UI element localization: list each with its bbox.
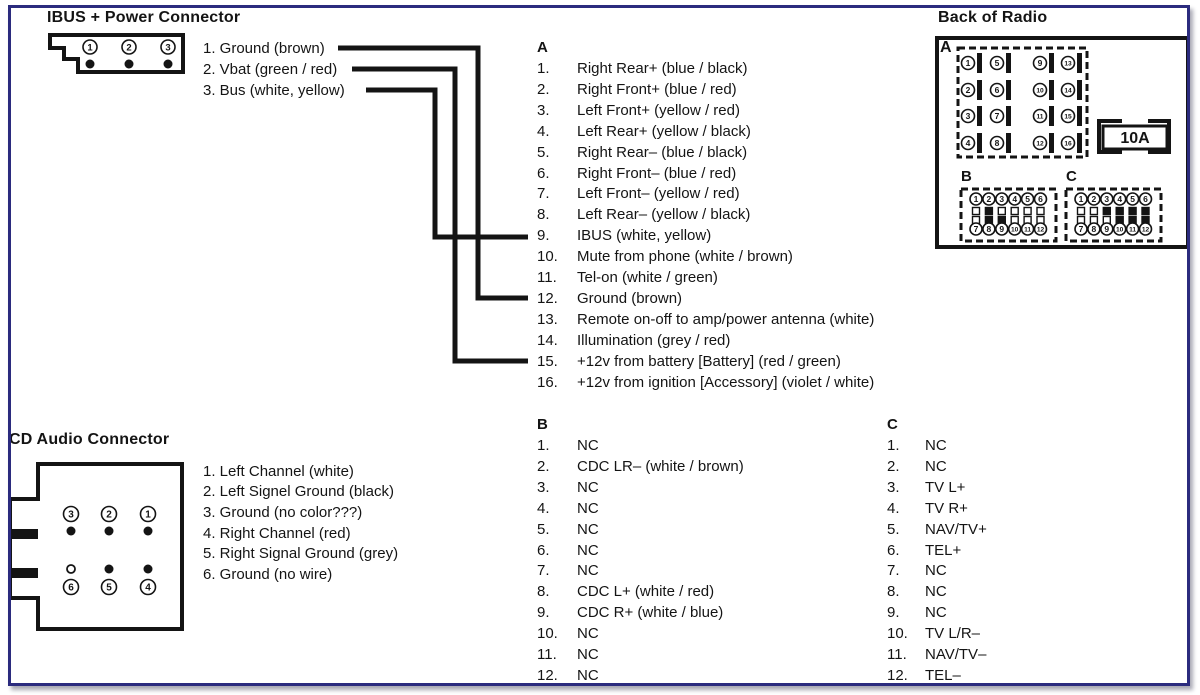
- pin-number: 3.: [537, 101, 550, 119]
- pin-circle-number: 5: [994, 58, 1000, 69]
- pin-number: 6.: [537, 164, 550, 182]
- pin-circle-number: 10: [1036, 87, 1044, 95]
- pin-row: [537, 58, 874, 79]
- pin-circle-number: 7: [994, 111, 1000, 122]
- pin-label: Remote on-off to amp/power antenna (white): [577, 311, 875, 329]
- pin-slot-empty: [973, 208, 980, 215]
- ibus-wire-label: [203, 80, 345, 101]
- pin-row: [537, 163, 874, 184]
- pin-slot-bar: [1077, 133, 1082, 153]
- cd-pin-label: [203, 565, 398, 586]
- pin-number: 11.: [887, 646, 907, 664]
- ibus-connector-outline: [50, 35, 183, 72]
- pin-circle-number: 15: [1064, 113, 1072, 121]
- pin-number: 15.: [537, 352, 558, 370]
- cd-connector-outline: [10, 464, 182, 629]
- pin-label: TV R+: [925, 499, 968, 517]
- pin-row: [887, 644, 987, 665]
- pin-slot-bar: [1077, 53, 1082, 73]
- pin-row: [537, 100, 874, 121]
- pin-circle-number: 5: [1130, 194, 1135, 205]
- pin-label: Left Rear– (yellow / black): [577, 206, 751, 224]
- radio-connector-b-letter: B: [961, 168, 972, 185]
- pin-label-text: 5. Right Signal Ground (grey): [203, 545, 399, 563]
- cd-connector-tab-upper: [10, 529, 38, 539]
- pin-label: Ground (brown): [577, 290, 683, 308]
- pin-slot-bar: [1049, 53, 1054, 73]
- pin-row: [537, 204, 874, 225]
- pin-number: 4.: [887, 499, 900, 517]
- pin-row: [887, 435, 987, 456]
- pin-dot: [125, 60, 134, 69]
- pin-slot-bar: [977, 106, 982, 126]
- pin-row: [887, 477, 987, 498]
- pin-label: NC: [925, 436, 947, 454]
- pin-slot-bar: [977, 80, 982, 100]
- pin-slot-bar: [1049, 133, 1054, 153]
- pin-number: 8.: [887, 583, 900, 601]
- pin-row: [537, 581, 744, 602]
- pin-circle-number: 3: [965, 111, 971, 122]
- pin-row: [537, 623, 744, 644]
- ibus-section-title: IBUS + Power Connector: [47, 9, 241, 26]
- pin-circle-number: 5: [106, 582, 112, 594]
- pin-row: [537, 561, 744, 582]
- pin-circle-number: 13: [1064, 60, 1072, 68]
- pin-row: [537, 121, 874, 142]
- pin-label-text: 3. Ground (no color???): [203, 503, 363, 521]
- pin-circle-number: 10: [1011, 226, 1019, 234]
- pin-number: 9.: [887, 604, 900, 622]
- pin-label-text: 2. Left Signel Ground (black): [203, 483, 394, 501]
- pin-row: [887, 540, 987, 561]
- pin-row: [887, 456, 987, 477]
- pin-slot-connected: [1142, 208, 1149, 215]
- pin-circle-number: 9: [999, 224, 1005, 235]
- pin-label: Right Front+ (blue / red): [577, 80, 737, 98]
- pin-number: 5.: [537, 143, 550, 161]
- pin-label: NC: [577, 562, 599, 580]
- pin-row: [537, 540, 744, 561]
- pin-circle-number: 4: [1117, 194, 1123, 205]
- pin-row: [537, 225, 874, 246]
- cd-section-title: CD Audio Connector: [9, 431, 170, 448]
- pin-number: 10.: [887, 625, 908, 643]
- pin-label: Left Rear+ (yellow / black): [577, 122, 751, 140]
- pin-number: 7.: [537, 185, 550, 203]
- pin-circle-number: 11: [1129, 226, 1137, 234]
- pin-circle-number: 11: [1024, 226, 1032, 234]
- pin-label: NC: [577, 625, 599, 643]
- pin-slot-bar: [1006, 106, 1011, 126]
- pin-row: [537, 309, 874, 330]
- pin-slot-empty: [1037, 208, 1044, 215]
- pin-label: NC: [577, 646, 599, 664]
- pin-label: TV L+: [925, 478, 966, 496]
- pin-circle-number: 7: [973, 224, 979, 235]
- pin-row: [887, 665, 987, 686]
- pin-label: NC: [577, 478, 599, 496]
- pin-row: [887, 498, 987, 519]
- pin-slot-empty: [1011, 208, 1018, 215]
- pin-slot-bar: [1049, 80, 1054, 100]
- pin-row: [887, 581, 987, 602]
- pin-circle-number: 3: [68, 509, 74, 521]
- pin-number: 12.: [537, 290, 558, 308]
- cd-pin-labels: [203, 462, 398, 586]
- pin-number: 7.: [887, 562, 900, 580]
- pin-label-text: 6. Ground (no wire): [203, 566, 333, 584]
- pin-row: [537, 372, 874, 393]
- pin-row: [537, 435, 744, 456]
- pin-circle-number: 1: [87, 42, 93, 54]
- pin-number: 5.: [887, 520, 900, 538]
- pin-number: 16.: [537, 373, 558, 391]
- pin-circle-number: 6: [1038, 194, 1043, 205]
- pin-slot-connected: [985, 208, 992, 215]
- pin-row: [537, 456, 744, 477]
- pin-label: CDC L+ (white / red): [577, 583, 715, 601]
- pin-dot: [144, 565, 153, 574]
- pin-circle-number: 8: [986, 224, 992, 235]
- pin-slot-bar: [1049, 106, 1054, 126]
- pin-number: 3.: [537, 478, 550, 496]
- pin-number: 12.: [537, 667, 558, 685]
- pin-label: +12v from battery [Battery] (red / green): [577, 352, 841, 370]
- pin-number: 5.: [537, 520, 550, 538]
- ibus-wire-label: [203, 38, 345, 59]
- pin-circle-number: 3: [999, 194, 1005, 205]
- pin-row: [887, 623, 987, 644]
- pin-slot-bar: [977, 133, 982, 153]
- pin-circle-number: 4: [1012, 194, 1018, 205]
- pin-label-text: 1. Left Channel (white): [203, 462, 354, 480]
- cd-pin-label: [203, 544, 398, 565]
- pin-slot-bar: [1077, 106, 1082, 126]
- pin-circle-number: 2: [1091, 194, 1097, 205]
- pin-circle-number: 6: [68, 582, 74, 594]
- pin-number: 1.: [537, 436, 550, 454]
- pin-circle-number: 8: [994, 138, 1000, 149]
- radio-connector-a-letter: A: [940, 39, 952, 56]
- pin-slot-connected: [1103, 208, 1110, 215]
- pin-circle-number: 11: [1036, 113, 1044, 121]
- pin-circle-number: 6: [994, 85, 1000, 96]
- pin-circle-number: 8: [1091, 224, 1097, 235]
- pin-number: 11.: [537, 269, 557, 287]
- pin-dot: [144, 527, 153, 536]
- pin-number: 11.: [537, 646, 557, 664]
- pin-row: [537, 477, 744, 498]
- pin-number: 2.: [537, 80, 550, 98]
- pin-row: [537, 498, 744, 519]
- pin-circle-number: 6: [1143, 194, 1148, 205]
- pin-circle-number: 7: [1078, 224, 1084, 235]
- pin-label: +12v from ignition [Accessory] (violet / white): [577, 373, 875, 391]
- pin-label: NC: [577, 520, 599, 538]
- pin-row: [537, 79, 874, 100]
- wire-label-text: 3. Bus (white, yellow): [203, 81, 345, 99]
- radio-connector-c-letter: C: [1066, 168, 1077, 185]
- pin-circle-number: 2: [126, 42, 132, 54]
- pin-label: NC: [925, 604, 947, 622]
- connector-c-list-header: C: [887, 416, 898, 433]
- pin-row: [537, 644, 744, 665]
- pin-slot-connected: [1116, 208, 1123, 215]
- pin-row: [537, 519, 744, 540]
- pin-row: [887, 561, 987, 582]
- pin-slot-empty: [1090, 208, 1097, 215]
- pin-label: NAV/TV–: [925, 646, 987, 664]
- cd-pin-label: [203, 462, 398, 483]
- wire-label-text: 1. Ground (brown): [203, 39, 325, 57]
- pin-circle-number: 4: [965, 138, 971, 149]
- pin-number: 4.: [537, 499, 550, 517]
- cd-connector-tab-lower: [10, 568, 38, 578]
- pin-dot: [105, 565, 114, 574]
- pin-circle-number: 14: [1064, 87, 1072, 95]
- pin-dot: [67, 527, 76, 536]
- pin-number: 6.: [887, 541, 900, 559]
- pin-label: IBUS (white, yellow): [577, 227, 712, 245]
- pin-circle-number: 5: [1025, 194, 1030, 205]
- wire-bus: [366, 90, 528, 237]
- pin-slot-bar: [977, 53, 982, 73]
- pin-slot-connected: [1129, 208, 1136, 215]
- pin-number: 7.: [537, 562, 550, 580]
- pin-number: 12.: [887, 667, 908, 685]
- pin-number: 9.: [537, 604, 550, 622]
- pin-label: NC: [925, 562, 947, 580]
- connector-b-list-header: B: [537, 416, 548, 433]
- pin-dot-open: [67, 565, 75, 573]
- ibus-wire-labels: [203, 38, 345, 101]
- pin-row: [537, 351, 874, 372]
- wire-label-text: 2. Vbat (green / red): [203, 60, 338, 78]
- pin-row: [537, 602, 744, 623]
- pin-number: 1.: [537, 59, 550, 77]
- connector-c-pin-list: [887, 414, 987, 686]
- pin-label: Illumination (grey / red): [577, 331, 731, 349]
- pin-label: Mute from phone (white / brown): [577, 248, 793, 266]
- pin-slot-empty: [998, 208, 1005, 215]
- pin-circle-number: 12: [1036, 226, 1045, 234]
- pin-label: Tel-on (white / green): [577, 269, 718, 287]
- pin-label: NC: [577, 436, 599, 454]
- pin-circle-number: 1: [973, 194, 979, 205]
- pin-circle-number: 12: [1036, 140, 1044, 148]
- pin-number: 3.: [887, 478, 900, 496]
- pin-row: [537, 142, 874, 163]
- pin-circle-number: 1: [965, 58, 971, 69]
- pin-label: Left Front– (yellow / red): [577, 185, 740, 203]
- pin-circle-number: 3: [1104, 194, 1110, 205]
- pin-slot-bar: [1006, 80, 1011, 100]
- pin-number: 2.: [887, 457, 900, 475]
- pin-slot-empty: [1024, 208, 1031, 215]
- pin-circle-number: 2: [986, 194, 992, 205]
- pin-row: [887, 602, 987, 623]
- pin-row: [537, 267, 874, 288]
- pin-slot-bar: [1006, 53, 1011, 73]
- pin-circle-number: 9: [1104, 224, 1110, 235]
- pin-circle-number: 1: [1078, 194, 1084, 205]
- connector-a-list-header: A: [537, 39, 548, 56]
- wire-vbat: [352, 69, 528, 361]
- pin-number: 8.: [537, 583, 550, 601]
- pin-number: 10.: [537, 625, 558, 643]
- pin-label: CDC R+ (white / blue): [577, 604, 724, 622]
- pin-label: Right Front– (blue / red): [577, 164, 737, 182]
- pin-circle-number: 16: [1064, 140, 1072, 148]
- pin-slot-bar: [1077, 80, 1082, 100]
- connector-b-pin-list: [537, 414, 744, 686]
- pin-circle-number: 3: [165, 42, 171, 54]
- pin-label: Left Front+ (yellow / red): [577, 101, 740, 119]
- pin-label: NC: [577, 541, 599, 559]
- pin-circle-number: 2: [965, 85, 971, 96]
- pin-circle-number: 4: [145, 582, 151, 594]
- pin-label: Right Rear– (blue / black): [577, 143, 748, 161]
- connector-a-pin-list: [537, 37, 874, 393]
- pin-number: 8.: [537, 206, 550, 224]
- pin-row: [537, 665, 744, 686]
- pin-label-text: 4. Right Channel (red): [203, 524, 351, 542]
- pin-number: 2.: [537, 457, 550, 475]
- pin-label: NC: [925, 457, 947, 475]
- pin-number: 9.: [537, 227, 550, 245]
- pin-label: NC: [577, 667, 599, 685]
- pin-slot-bar: [1006, 133, 1011, 153]
- pin-label: NC: [925, 583, 947, 601]
- ibus-wire-label: [203, 59, 345, 80]
- fuse-rating-label: 10A: [1120, 130, 1150, 147]
- cd-pin-label: [203, 482, 398, 503]
- pin-dot: [164, 60, 173, 69]
- pin-circle-number: 1: [145, 509, 151, 521]
- pin-dot: [105, 527, 114, 536]
- cd-pin-label: [203, 524, 398, 545]
- pin-row: [887, 519, 987, 540]
- pin-label: NAV/TV+: [925, 520, 987, 538]
- pin-circle-number: 12: [1141, 226, 1150, 234]
- pin-number: 1.: [887, 436, 900, 454]
- back-of-radio-title: Back of Radio: [938, 9, 1048, 26]
- pin-number: 14.: [537, 331, 558, 349]
- pin-circle-number: 9: [1037, 58, 1043, 69]
- pin-label: CDC LR– (white / brown): [577, 457, 744, 475]
- pin-circle-number: 2: [106, 509, 112, 521]
- pin-label: TV L/R–: [925, 625, 981, 643]
- pin-row: [537, 330, 874, 351]
- pin-slot-empty: [1078, 208, 1085, 215]
- pin-circle-number: 10: [1116, 226, 1124, 234]
- pin-label: TEL–: [925, 667, 961, 685]
- pin-row: [537, 288, 874, 309]
- pin-dot: [86, 60, 95, 69]
- pin-number: 6.: [537, 541, 550, 559]
- pin-number: 10.: [537, 248, 558, 266]
- pin-row: [537, 246, 874, 267]
- pin-label: NC: [577, 499, 599, 517]
- pin-number: 13.: [537, 311, 558, 329]
- pin-number: 4.: [537, 122, 550, 140]
- pin-row: [537, 184, 874, 205]
- pin-label: Right Rear+ (blue / black): [577, 59, 748, 77]
- cd-pin-label: [203, 503, 398, 524]
- pin-label: TEL+: [925, 541, 962, 559]
